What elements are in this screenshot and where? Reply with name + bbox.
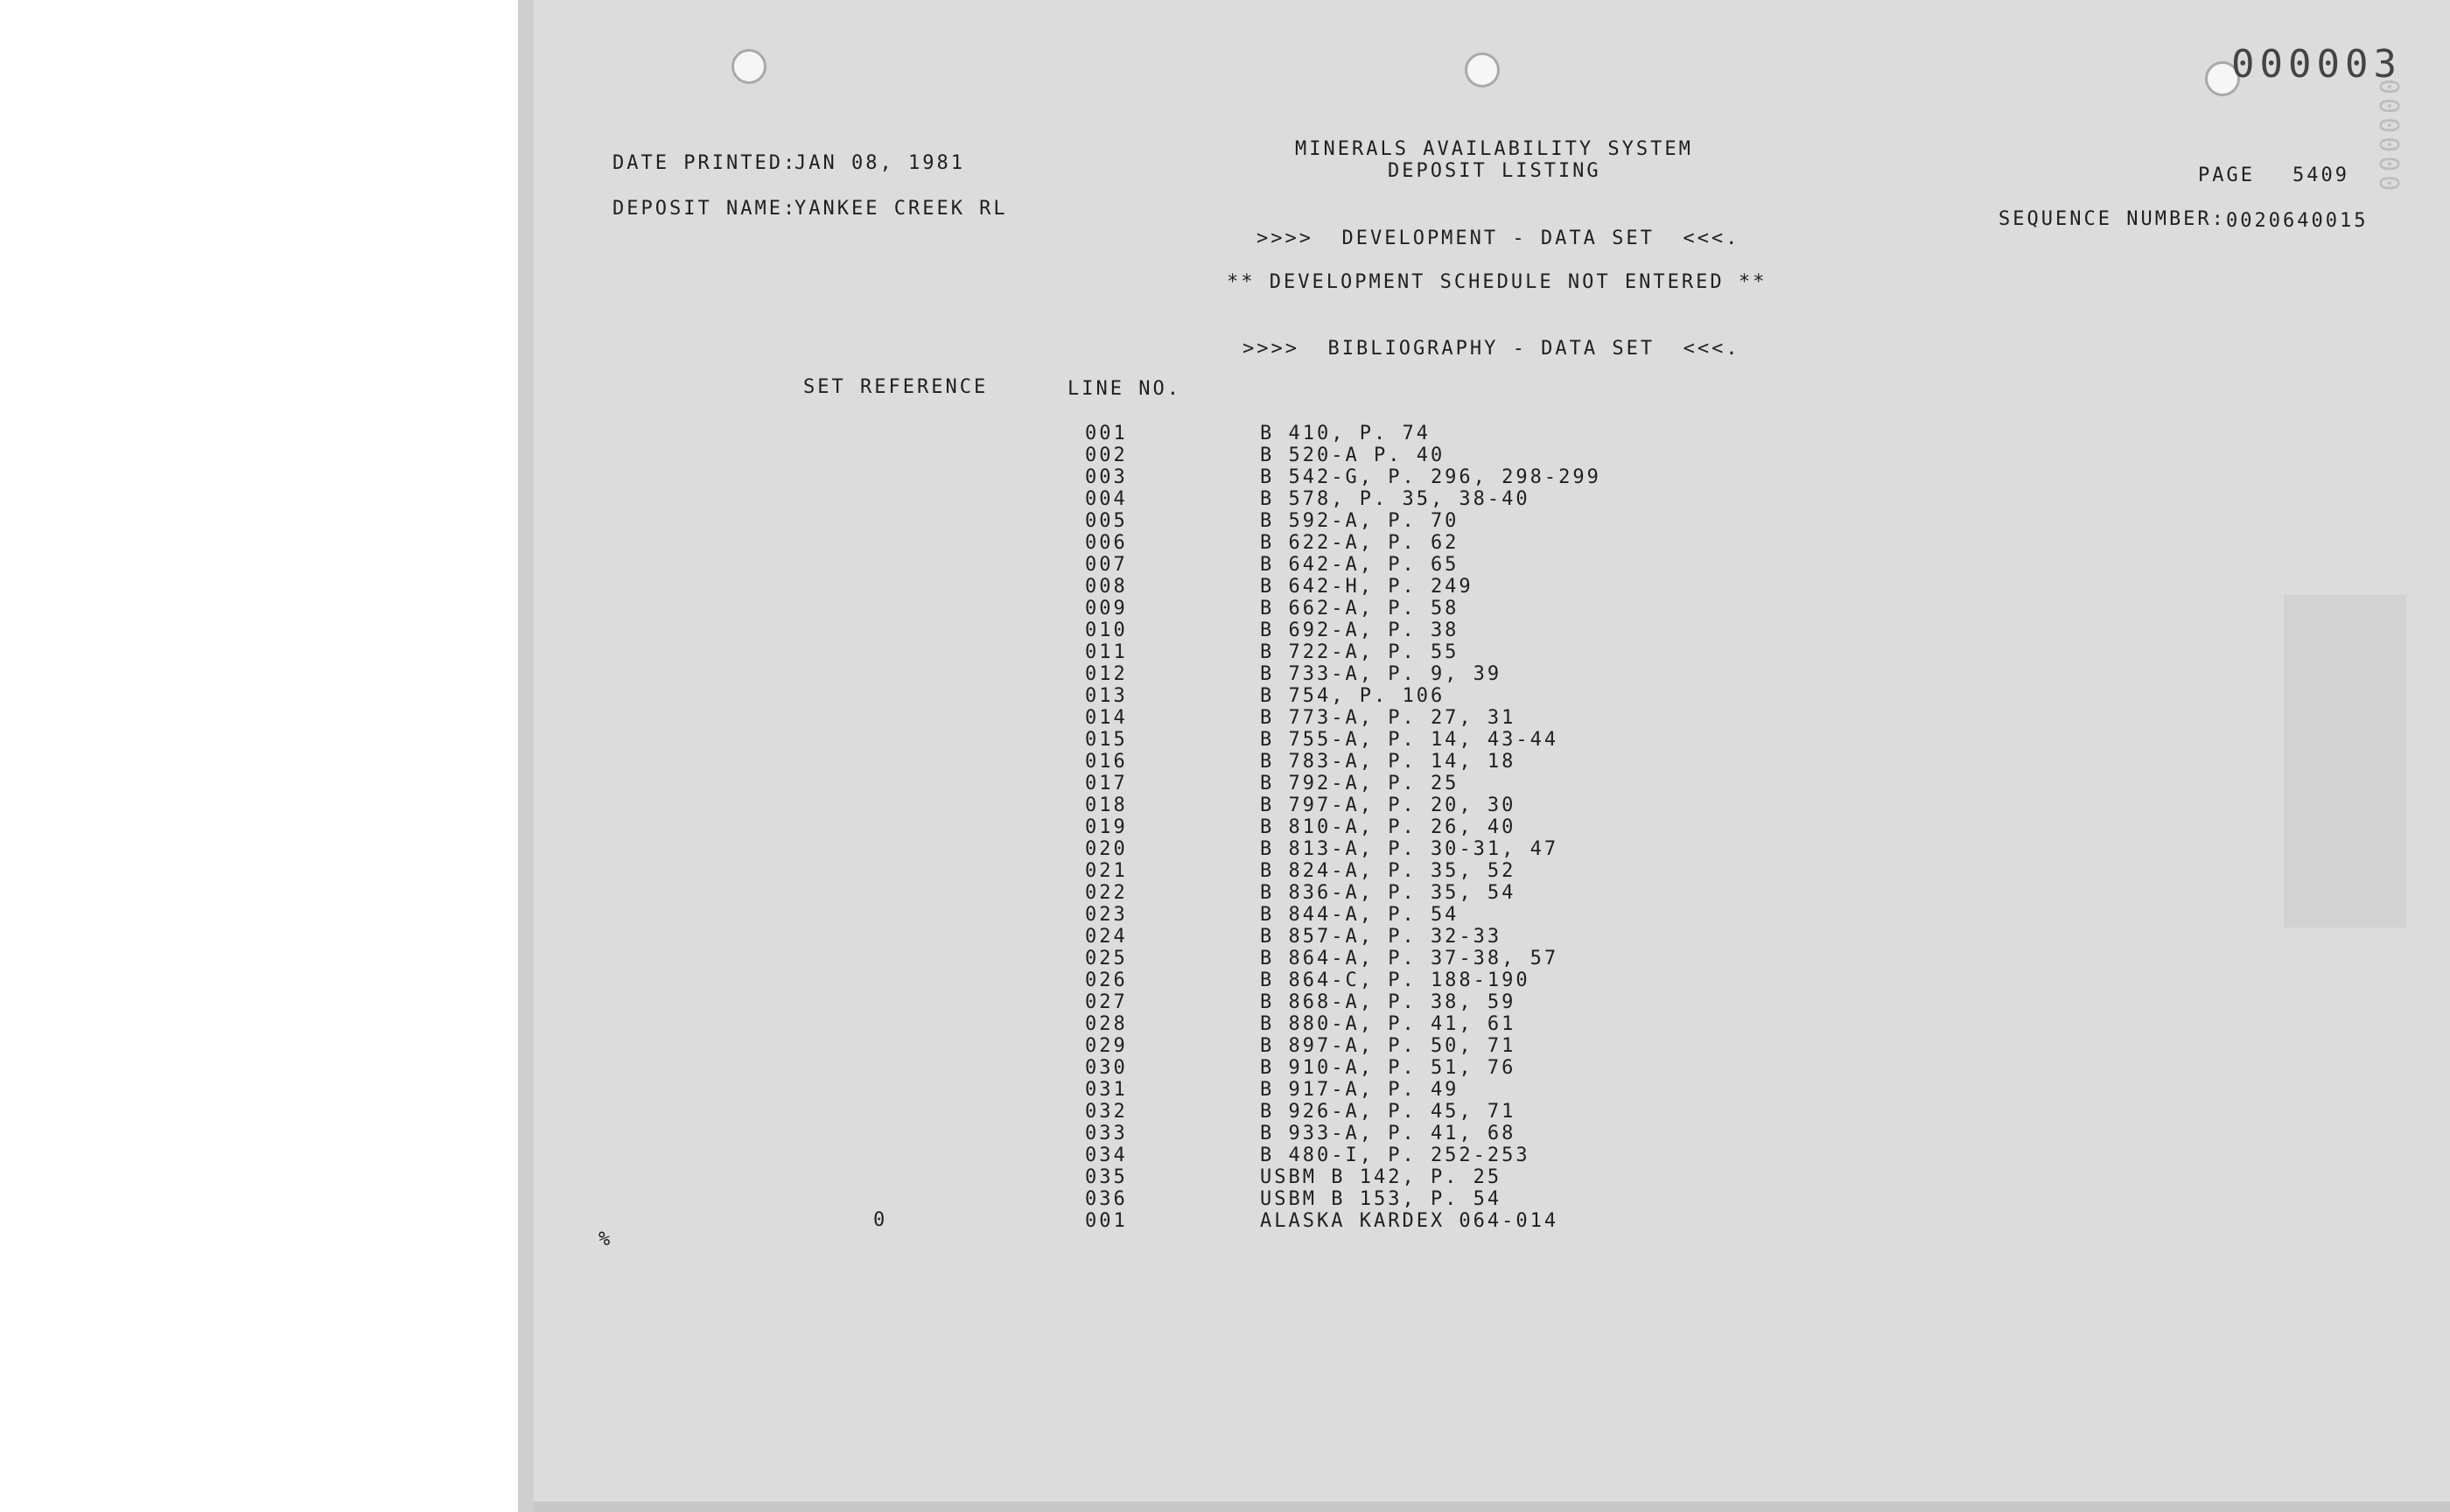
bibliography-line-number: 004: [1085, 488, 1128, 510]
bibliography-line-number: 022: [1085, 882, 1128, 904]
bibliography-reference: B 857-A, P. 32-33: [1260, 926, 1502, 948]
sequence-number-value: 0020640015: [2226, 210, 2369, 232]
margin-percent-mark: %: [598, 1228, 613, 1250]
bibliography-line-number: 025: [1085, 948, 1128, 970]
bibliography-reference: ALASKA KARDEX 064-014: [1260, 1210, 1559, 1232]
bibliography-reference: B 864-A, P. 37-38, 57: [1260, 948, 1559, 970]
bibliography-reference: B 642-H, P. 249: [1260, 576, 1474, 598]
bibliography-reference: B 754, P. 106: [1260, 685, 1446, 707]
page-number: 5409: [2292, 164, 2349, 186]
bibliography-line-number: 031: [1085, 1079, 1128, 1101]
bibliography-line-number: 027: [1085, 991, 1128, 1013]
reference-column: [1260, 423, 1872, 1232]
bibliography-reference: B 773-A, P. 27, 31: [1260, 707, 1516, 729]
page-label: PAGE: [2198, 164, 2255, 186]
bibliography-reference: B 592-A, P. 70: [1260, 510, 1460, 532]
bibliography-line-number: 023: [1085, 904, 1128, 926]
sequence-number-label: SEQUENCE NUMBER:: [1998, 208, 2226, 230]
bibliography-line-number: 029: [1085, 1035, 1128, 1057]
bibliography-reference: B 926-A, P. 45, 71: [1260, 1101, 1516, 1123]
bibliography-line-number: 001: [1085, 1210, 1128, 1232]
bibliography-line-number: 009: [1085, 598, 1128, 620]
set-reference-value: 0: [873, 1209, 888, 1231]
bibliography-line-number: 026: [1085, 970, 1128, 991]
date-printed-value: JAN 08, 1981: [794, 152, 965, 174]
development-schedule-note: ** DEVELOPMENT SCHEDULE NOT ENTERED **: [1227, 271, 1768, 293]
bibliography-line-number: 018: [1085, 794, 1128, 816]
column-header-line-no: LINE NO.: [1068, 378, 1181, 400]
bibliography-line-number: 021: [1085, 860, 1128, 882]
bibliography-line-number: 033: [1085, 1123, 1128, 1144]
bibliography-reference: B 410, P. 74: [1260, 423, 1431, 444]
bibliography-line-number: 011: [1085, 641, 1128, 663]
bibliography-line-number: 020: [1085, 838, 1128, 860]
bibliography-reference: B 642-A, P. 65: [1260, 554, 1460, 576]
bibliography-line-number: 034: [1085, 1144, 1128, 1166]
bibliography-line-number: 016: [1085, 751, 1128, 773]
report-title: MINERALS AVAILABILITY SYSTEM: [1295, 138, 1693, 160]
bibliography-reference: B 897-A, P. 50, 71: [1260, 1035, 1516, 1057]
bibliography-reference: B 722-A, P. 55: [1260, 641, 1460, 663]
bibliography-line-number: 012: [1085, 663, 1128, 685]
bibliography-reference: B 824-A, P. 35, 52: [1260, 860, 1516, 882]
bibliography-line-number: 036: [1085, 1188, 1128, 1210]
bibliography-reference: B 783-A, P. 14, 18: [1260, 751, 1516, 773]
bibliography-reference: B 844-A, P. 54: [1260, 904, 1460, 926]
bibliography-reference: USBM B 153, P. 54: [1260, 1188, 1502, 1210]
bibliography-line-number: 019: [1085, 816, 1128, 838]
report-subtitle: DEPOSIT LISTING: [1388, 160, 1601, 182]
bibliography-line-number: 028: [1085, 1013, 1128, 1035]
bibliography-line-number: 005: [1085, 510, 1128, 532]
bibliography-reference: B 797-A, P. 20, 30: [1260, 794, 1516, 816]
bibliography-line-number: 024: [1085, 926, 1128, 948]
bibliography-reference: B 813-A, P. 30-31, 47: [1260, 838, 1559, 860]
page-edge: [518, 0, 534, 1512]
bibliography-line-number: 007: [1085, 554, 1128, 576]
bibliography-reference: B 542-G, P. 296, 298-299: [1260, 466, 1601, 488]
bibliography-line-number: 032: [1085, 1101, 1128, 1123]
development-dataset-header: >>>> DEVELOPMENT - DATA SET <<<.: [1256, 228, 1740, 249]
bibliography-reference: B 880-A, P. 41, 61: [1260, 1013, 1516, 1035]
bibliography-reference: B 910-A, P. 51, 76: [1260, 1057, 1516, 1079]
date-printed-label: DATE PRINTED:: [612, 152, 798, 174]
bibliography-line-number: 006: [1085, 532, 1128, 554]
bibliography-reference: B 792-A, P. 25: [1260, 773, 1460, 794]
bibliography-line-number: 008: [1085, 576, 1128, 598]
bibliography-reference: B 810-A, P. 26, 40: [1260, 816, 1516, 838]
bibliography-reference: B 755-A, P. 14, 43-44: [1260, 729, 1559, 751]
line-number-column: [1085, 423, 1190, 1232]
bibliography-reference: USBM B 142, P. 25: [1260, 1166, 1502, 1188]
column-header-set-reference: SET REFERENCE: [803, 376, 989, 398]
bibliography-reference: B 933-A, P. 41, 68: [1260, 1123, 1516, 1144]
bibliography-reference: B 622-A, P. 62: [1260, 532, 1460, 554]
bibliography-reference: B 733-A, P. 9, 39: [1260, 663, 1502, 685]
bibliography-line-number: 017: [1085, 773, 1128, 794]
bibliography-line-number: 003: [1085, 466, 1128, 488]
punch-hole-center: [1465, 52, 1500, 88]
document-number-stamp: 000003: [2231, 42, 2402, 87]
bibliography-reference: B 480-I, P. 252-253: [1260, 1144, 1530, 1166]
bibliography-line-number: 010: [1085, 620, 1128, 641]
bibliography-reference: B 917-A, P. 49: [1260, 1079, 1460, 1101]
bibliography-line-number: 014: [1085, 707, 1128, 729]
punch-hole-left: [732, 49, 766, 84]
bibliography-reference: B 692-A, P. 38: [1260, 620, 1460, 641]
deposit-name-label: DEPOSIT NAME:: [612, 198, 798, 220]
bibliography-line-number: 030: [1085, 1057, 1128, 1079]
bibliography-reference: B 836-A, P. 35, 54: [1260, 882, 1516, 904]
bibliography-line-number: 002: [1085, 444, 1128, 466]
bibliography-line-number: 001: [1085, 423, 1128, 444]
bibliography-reference: B 662-A, P. 58: [1260, 598, 1460, 620]
bibliography-dataset-header: >>>> BIBLIOGRAPHY - DATA SET <<<.: [1242, 338, 1740, 360]
bibliography-reference: B 578, P. 35, 38-40: [1260, 488, 1530, 510]
bibliography-line-number: 035: [1085, 1166, 1128, 1188]
bleed-through-number: 000000: [2373, 79, 2404, 195]
scan-smudge: [2284, 595, 2406, 928]
bibliography-line-number: 015: [1085, 729, 1128, 751]
bibliography-reference: B 864-C, P. 188-190: [1260, 970, 1530, 991]
bibliography-line-number: 013: [1085, 685, 1128, 707]
deposit-name-value: YANKEE CREEK RL: [794, 198, 1008, 220]
bibliography-reference: B 520-A P. 40: [1260, 444, 1446, 466]
bibliography-reference: B 868-A, P. 38, 59: [1260, 991, 1516, 1013]
